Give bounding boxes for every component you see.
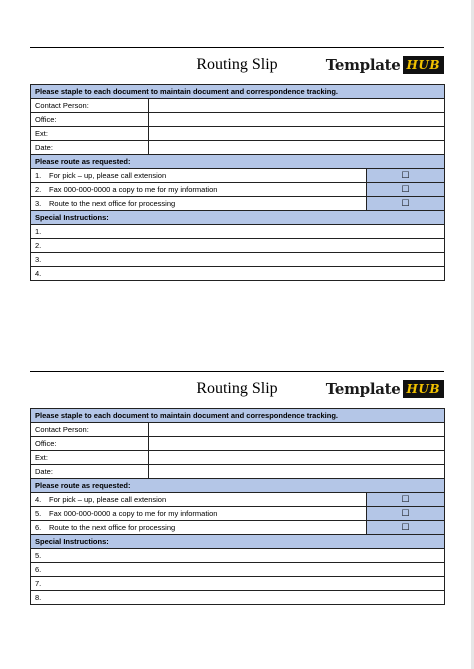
field-row xyxy=(31,451,445,465)
route-item-text: Route to the next office for processing xyxy=(49,523,176,532)
route-item xyxy=(31,197,445,211)
special-line xyxy=(31,563,445,577)
special-line xyxy=(31,253,445,267)
field-row xyxy=(31,127,445,141)
ext-field[interactable] xyxy=(149,451,445,465)
route-item-number: 5. xyxy=(35,509,42,518)
field-label: Ext: xyxy=(31,127,149,141)
special-line-field[interactable]: 7. xyxy=(31,577,445,591)
routing-form xyxy=(30,408,445,605)
route-item-number: 6. xyxy=(35,523,42,532)
special-instructions-header: Special Instructions: xyxy=(31,211,445,225)
field-row xyxy=(31,99,445,113)
route-checkbox[interactable]: ☐ xyxy=(367,197,445,211)
route-item-number: 3. xyxy=(35,199,42,208)
special-header-row xyxy=(31,535,445,549)
date-field[interactable] xyxy=(149,141,445,155)
special-line-field[interactable]: 2. xyxy=(31,239,445,253)
field-label: Date: xyxy=(31,465,149,479)
field-row xyxy=(31,141,445,155)
date-field[interactable] xyxy=(149,465,445,479)
special-line xyxy=(31,225,445,239)
contact-person-field[interactable] xyxy=(149,423,445,437)
special-line xyxy=(31,591,445,605)
staple-note: Please staple to each document to maintain document and correspondence tracking. xyxy=(31,409,445,423)
templatehub-logo xyxy=(326,378,444,400)
field-label: Contact Person: xyxy=(31,99,149,113)
field-label: Office: xyxy=(31,437,149,451)
logo-badge: HUB xyxy=(403,56,444,74)
special-header-row xyxy=(31,211,445,225)
special-line xyxy=(31,239,445,253)
staple-note-row xyxy=(31,409,445,423)
special-line-field[interactable]: 6. xyxy=(31,563,445,577)
office-field[interactable] xyxy=(149,437,445,451)
route-checkbox[interactable]: ☐ xyxy=(367,183,445,197)
staple-note: Please staple to each document to maintain document and correspondence tracking. xyxy=(31,85,445,99)
special-line-field[interactable]: 3. xyxy=(31,253,445,267)
logo-word: Template xyxy=(325,56,401,74)
ext-field[interactable] xyxy=(149,127,445,141)
special-instructions-header: Special Instructions: xyxy=(31,535,445,549)
field-row xyxy=(31,113,445,127)
logo-word: Template xyxy=(325,380,401,398)
route-item xyxy=(31,507,445,521)
field-label: Ext: xyxy=(31,451,149,465)
templatehub-logo xyxy=(326,54,444,76)
special-line-field[interactable]: 5. xyxy=(31,549,445,563)
field-label: Contact Person: xyxy=(31,423,149,437)
route-item xyxy=(31,169,445,183)
special-line-field[interactable]: 8. xyxy=(31,591,445,605)
route-checkbox[interactable]: ☐ xyxy=(367,507,445,521)
routing-form xyxy=(30,84,445,281)
route-item-text: For pick – up, please call extension xyxy=(49,171,167,180)
route-item-number: 2. xyxy=(35,185,42,194)
slip-header xyxy=(30,48,444,84)
route-checkbox[interactable]: ☐ xyxy=(367,521,445,535)
route-item-text: Route to the next office for processing xyxy=(49,199,176,208)
special-line xyxy=(31,267,445,281)
route-checkbox[interactable]: ☐ xyxy=(367,493,445,507)
special-line xyxy=(31,549,445,563)
field-label: Date: xyxy=(31,141,149,155)
route-item xyxy=(31,493,445,507)
route-item xyxy=(31,183,445,197)
routing-slip-2 xyxy=(30,371,444,605)
route-header: Please route as requested: xyxy=(31,479,445,493)
route-header-row xyxy=(31,479,445,493)
staple-note-row xyxy=(31,85,445,99)
route-checkbox[interactable]: ☐ xyxy=(367,169,445,183)
slip-header xyxy=(30,372,444,408)
route-item xyxy=(31,521,445,535)
route-item-text: Fax 000-000-0000 a copy to me for my information xyxy=(49,509,218,518)
slip-title: Routing Slip xyxy=(196,380,278,397)
route-header-row xyxy=(31,155,445,169)
routing-slip-1 xyxy=(30,47,444,281)
logo-badge: HUB xyxy=(403,380,444,398)
special-line xyxy=(31,577,445,591)
route-item-text: For pick – up, please call extension xyxy=(49,495,167,504)
field-row xyxy=(31,437,445,451)
special-line-field[interactable]: 4. xyxy=(31,267,445,281)
route-item-number: 1. xyxy=(35,171,42,180)
route-item-text: Fax 000-000-0000 a copy to me for my information xyxy=(49,185,218,194)
contact-person-field[interactable] xyxy=(149,99,445,113)
field-row xyxy=(31,465,445,479)
slip-title: Routing Slip xyxy=(196,56,278,73)
special-line-field[interactable]: 1. xyxy=(31,225,445,239)
office-field[interactable] xyxy=(149,113,445,127)
field-row xyxy=(31,423,445,437)
route-header: Please route as requested: xyxy=(31,155,445,169)
route-item-number: 4. xyxy=(35,495,42,504)
field-label: Office: xyxy=(31,113,149,127)
